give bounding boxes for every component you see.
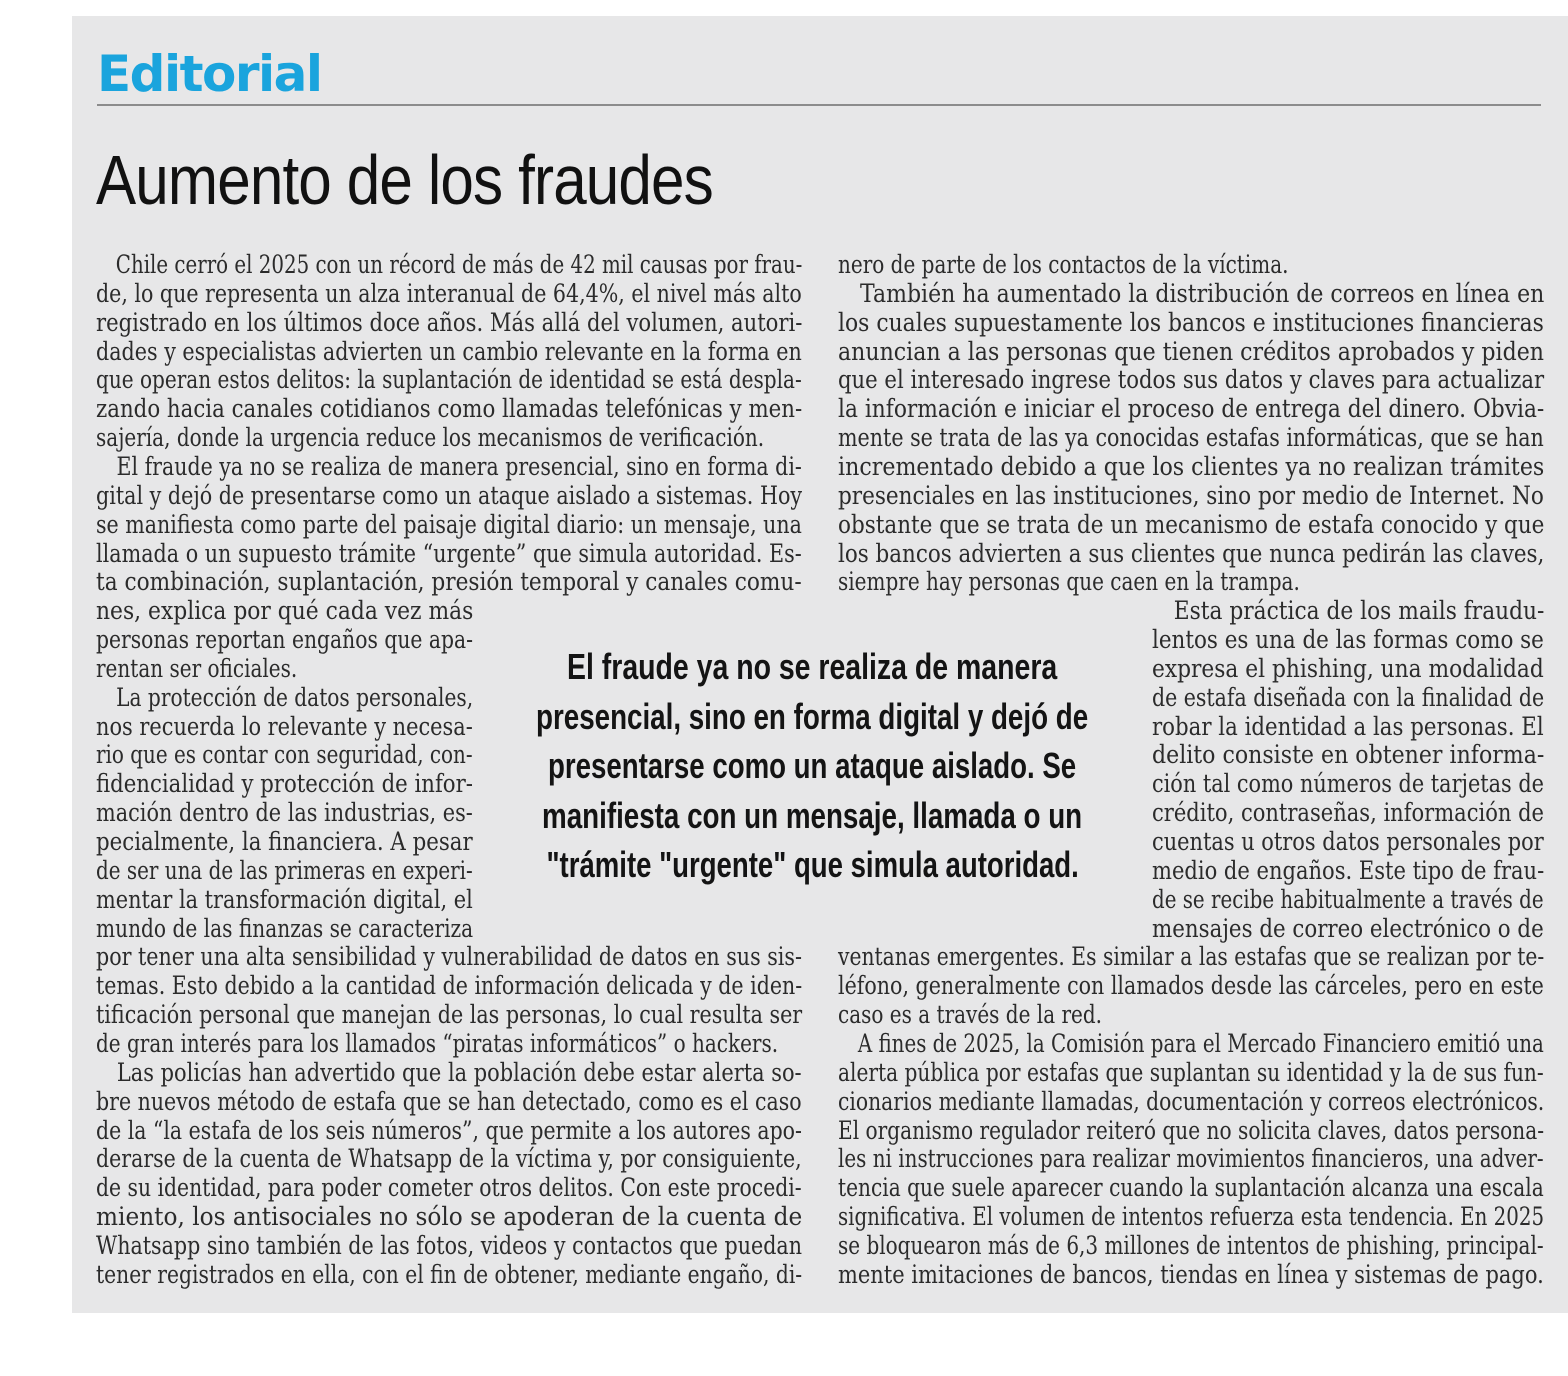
column-right-line: mente imitaciones de bancos, tiendas en línea y sistemas de pago. bbox=[838, 1259, 1544, 1289]
column-left-line: bre nuevos método de estafa que se han detectado, como es el caso bbox=[96, 1086, 802, 1116]
column-left-line: gital y dejó de presentarse como un ataque aislado a sistemas. Hoy bbox=[96, 480, 803, 510]
headline: Aumento de los fraudes bbox=[96, 141, 713, 219]
column-left-line: La protección de datos personales, bbox=[96, 682, 474, 712]
column-right-line: cionarios mediante llamadas, documentación y correos electrónicos. bbox=[838, 1086, 1545, 1116]
column-left-line: El fraude ya no se realiza de manera presencial, sino en forma di- bbox=[96, 451, 802, 481]
column-right-line: caso es a través de la red. bbox=[838, 1000, 1103, 1030]
column-left-line: fidencialidad y protección de infor- bbox=[96, 769, 473, 799]
column-left-line: mación dentro de las industrias, es- bbox=[96, 798, 473, 828]
column-left-line: de la “la estafa de los seis números”, que permite a los autores apo- bbox=[96, 1115, 802, 1145]
column-left-line: zando hacia canales cotidianos como llamadas telefónicas y men- bbox=[96, 394, 803, 424]
column-right-line: ventanas emergentes. Es similar a las estafas que se realizan por te- bbox=[838, 942, 1545, 972]
column-left-line: Las policías han advertido que la población debe estar alerta so- bbox=[96, 1057, 802, 1087]
column-left-line: de su identidad, para poder cometer otros delitos. Con este procedi- bbox=[96, 1173, 802, 1203]
column-right-line: presenciales en las instituciones, sino por medio de Internet. No bbox=[838, 480, 1544, 510]
pull-quote-line: presentarse como un ataque aislado. Se bbox=[548, 745, 1077, 786]
column-right-line: anuncian a las personas que tienen créditos aprobados y piden bbox=[838, 336, 1544, 366]
column-left-line: que operan estos delitos: la suplantación de identidad se está despla- bbox=[96, 365, 802, 395]
column-left-line: tificación personal que manejan de las personas, lo cual resulta ser bbox=[96, 1000, 803, 1030]
column-right-line: mensajes de correo electrónico o de bbox=[1152, 913, 1544, 943]
pull-quote-line: "trámite "urgente" que simula autoridad. bbox=[545, 844, 1079, 885]
column-left-line: nos recuerda lo relevante y necesa- bbox=[96, 711, 473, 741]
column-right-line: crédito, contraseñas, información de bbox=[1152, 798, 1545, 828]
column-right-line: incrementado debido a que los clientes ya no realizan trámites bbox=[838, 451, 1545, 481]
column-right-line: nero de parte de los contactos de la víctima. bbox=[838, 250, 1289, 279]
column-right-line: medio de engaños. Este tipo de frau- bbox=[1152, 855, 1545, 885]
column-right-line: El organismo regulador reiteró que no solicita claves, datos persona- bbox=[838, 1115, 1545, 1145]
column-right-line: de estafa diseñada con la finalidad de bbox=[1152, 682, 1545, 712]
column-right-line: léfono, generalmente con llamados desde las cárceles, pero en este bbox=[838, 971, 1544, 1001]
column-right-line: los bancos advierten a sus clientes que nunca pedirán las claves, bbox=[838, 538, 1545, 568]
section-divider bbox=[97, 104, 1541, 106]
column-right-line: que el interesado ingrese todos sus datos y claves para actualizar bbox=[838, 365, 1545, 395]
pull-quote-line: El fraude ya no se realiza de manera bbox=[567, 646, 1058, 687]
section-label: Editorial bbox=[97, 45, 322, 103]
column-left-line: de, lo que representa un alza interanual de 64,4%, el nivel más alto bbox=[96, 278, 802, 308]
column-left-line: mentar la transformación digital, el bbox=[96, 884, 473, 914]
column-left-line: ta combinación, suplantación, presión temporal y canales comu- bbox=[96, 567, 802, 597]
column-left-line: de ser una de las primeras en experi- bbox=[96, 855, 473, 885]
column-left-line: Whatsapp sino también de las fotos, videos y contactos que puedan bbox=[96, 1230, 803, 1260]
column-right-line: expresa el phishing, una modalidad bbox=[1152, 653, 1544, 683]
column-left-line: por tener una alta sensibilidad y vulnerabilidad de datos en sus sis- bbox=[96, 942, 802, 972]
column-right-line: ción tal como números de tarjetas de bbox=[1152, 769, 1544, 799]
column-left-line: Chile cerró el 2025 con un récord de más de 42 mil causas por frau- bbox=[96, 250, 803, 279]
column-left-line: de gran interés para los llamados “piratas informáticos” o hackers. bbox=[96, 1028, 779, 1058]
column-left-line: mundo de las finanzas se caracteriza bbox=[96, 913, 474, 943]
column-right-line: cuentas u otros datos personales por bbox=[1152, 827, 1544, 856]
column-right-line: delito consiste en obtener informa- bbox=[1152, 740, 1545, 770]
column-left-line: nes, explica por qué cada vez más bbox=[96, 596, 474, 626]
column-left-line: sajería, donde la urgencia reduce los mecanismos de verificación. bbox=[96, 423, 765, 453]
column-left-line: rentan ser oficiales. bbox=[96, 653, 298, 683]
column-right-line: de se recibe habitualmente a través de bbox=[1152, 884, 1544, 914]
pull-quote-line: manifiesta con un mensaje, llamada o un bbox=[542, 794, 1083, 836]
column-right-line: significativa. El volumen de intentos refuerza esta tendencia. En 2025 bbox=[838, 1202, 1545, 1232]
column-right-line: Esta práctica de los mails fraudu- bbox=[1152, 596, 1545, 626]
column-right-line: tencia que suele aparecer cuando la suplantación alcanza una escala bbox=[838, 1173, 1544, 1203]
pull-quote-line: presencial, sino en forma digital y dejó de bbox=[536, 695, 1089, 737]
column-right-line: alerta pública por estafas que suplantan su identidad y la de sus fun- bbox=[838, 1057, 1544, 1087]
column-left-line: miento, los antisociales no sólo se apoderan de la cuenta de bbox=[96, 1202, 803, 1232]
column-right-line: A fines de 2025, la Comisión para el Mercado Financiero emitió una bbox=[838, 1028, 1544, 1058]
column-right-line: lentos es una de las formas como se bbox=[1152, 625, 1544, 655]
column-right-line: También ha aumentado la distribución de correos en línea en bbox=[838, 278, 1545, 308]
column-right-line: los cuales supuestamente los bancos e instituciones financieras bbox=[838, 307, 1544, 337]
column-left-line: llamada o un supuesto trámite “urgente” que simula autoridad. Es- bbox=[96, 538, 802, 568]
column-left-line: rio que es contar con seguridad, con- bbox=[96, 740, 473, 770]
column-left-line: temas. Esto debido a la cantidad de información delicada y de iden- bbox=[96, 971, 803, 1001]
column-right-line: mente se trata de las ya conocidas estafas informáticas, que se han bbox=[838, 423, 1544, 453]
column-left-line: registrado en los últimos doce años. Más allá del volumen, autori- bbox=[96, 307, 803, 337]
column-right-line: les ni instrucciones para realizar movimientos financieros, una adver- bbox=[838, 1144, 1544, 1174]
column-right-line: robar la identidad a las personas. El bbox=[1152, 711, 1544, 741]
column-right-line: obstante que se trata de un mecanismo de estafa conocido y que bbox=[838, 509, 1545, 539]
column-right-line: la información e iniciar el proceso de entrega del dinero. Obvia- bbox=[838, 394, 1545, 424]
column-left-line: derarse de la cuenta de Whatsapp de la víctima y, por consiguiente, bbox=[96, 1144, 802, 1174]
column-left-line: pecialmente, la financiera. A pesar bbox=[96, 827, 473, 856]
column-left-line: personas reportan engaños que apa- bbox=[96, 625, 474, 655]
column-left-line: tener registrados en ella, con el fin de obtener, mediante engaño, di- bbox=[96, 1259, 803, 1289]
column-right-line: se bloquearon más de 6,3 millones de intentos de phishing, principal- bbox=[838, 1230, 1544, 1260]
column-left-line: dades y especialistas advierten un cambio relevante en la forma en bbox=[96, 336, 802, 366]
column-left-line: se manifiesta como parte del paisaje digital diario: un mensaje, una bbox=[96, 509, 802, 539]
column-right-line: siempre hay personas que caen en la trampa. bbox=[838, 567, 1300, 597]
